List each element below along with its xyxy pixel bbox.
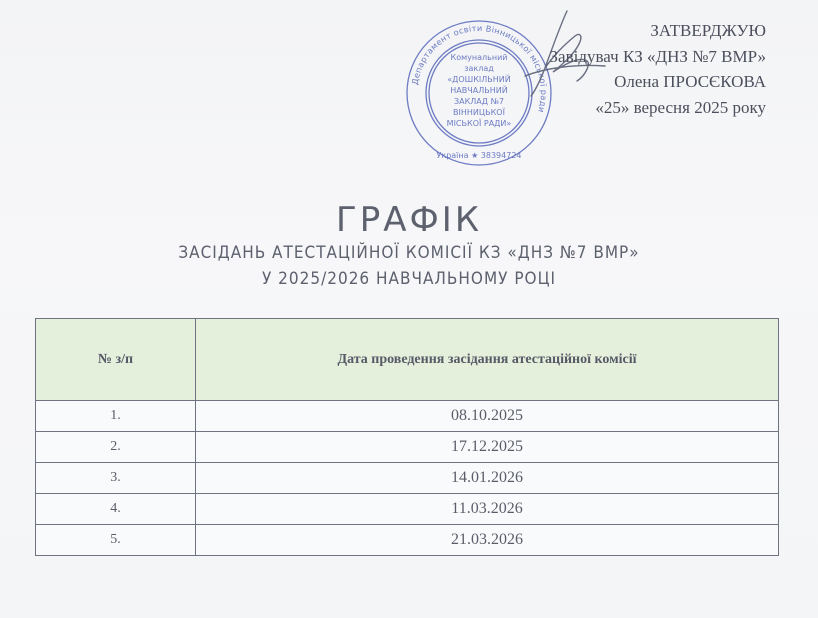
approval-block: [506, 18, 766, 120]
approval-name: Олена ПРОСЄКОВА: [614, 72, 766, 91]
document-subtitle: [0, 240, 818, 292]
stamp-outer-text: Департамент освіти Вінницької міської ради: [409, 22, 550, 114]
heading-block: [0, 200, 818, 292]
stamp-inner-line: заклад: [464, 64, 494, 73]
document-title: ГРАФІК: [336, 200, 482, 240]
table-row: [36, 525, 779, 556]
stamp-inner-line: Комунальний: [450, 53, 508, 62]
row-number: 2.: [36, 432, 196, 463]
subtitle-line-1: ЗАСІДАНЬ АТЕСТАЦІЙНОЇ КОМІСІЇ КЗ «ДНЗ №7 ВМР»: [178, 243, 640, 263]
approval-position: Завідувач КЗ «ДНЗ №7 ВМР»: [549, 46, 766, 66]
header-number: № з/п: [36, 319, 196, 401]
row-date: 14.01.2026: [196, 463, 779, 494]
table-row: [36, 463, 779, 494]
stamp-inner-line: НАВЧАЛЬНИЙ: [450, 86, 508, 95]
stamp-bottom-text: Україна ★ 38394724: [436, 151, 522, 160]
stamp-inner-line: МІСЬКОЇ РАДИ»: [446, 119, 512, 128]
row-date: 21.03.2026: [196, 525, 779, 556]
subtitle-line-2: У 2025/2026 НАВЧАЛЬНОМУ РОЦІ: [262, 269, 556, 289]
row-number: 3.: [36, 463, 196, 494]
table-row: [36, 432, 779, 463]
schedule-table: [35, 318, 779, 556]
approval-heading: ЗАТВЕРДЖУЮ: [650, 21, 766, 40]
stamp-inner-line: ВІННИЦЬКОЇ: [453, 108, 505, 117]
row-number: 4.: [36, 494, 196, 525]
stamp-inner-line: ЗАКЛАД №7: [454, 97, 504, 106]
row-number: 5.: [36, 525, 196, 556]
row-date: 08.10.2025: [196, 401, 779, 432]
approval-date: «25» вересня 2025 року: [595, 97, 766, 117]
header-date: Дата проведення засідання атестаційної комісії: [196, 319, 779, 401]
table-row: [36, 494, 779, 525]
stamp-inner-line: «ДОШКІЛЬНИЙ: [447, 75, 511, 84]
table-row: [36, 401, 779, 432]
row-date: 11.03.2026: [196, 494, 779, 525]
row-number: 1.: [36, 401, 196, 432]
row-date: 17.12.2025: [196, 432, 779, 463]
table-header-row: [36, 319, 779, 401]
